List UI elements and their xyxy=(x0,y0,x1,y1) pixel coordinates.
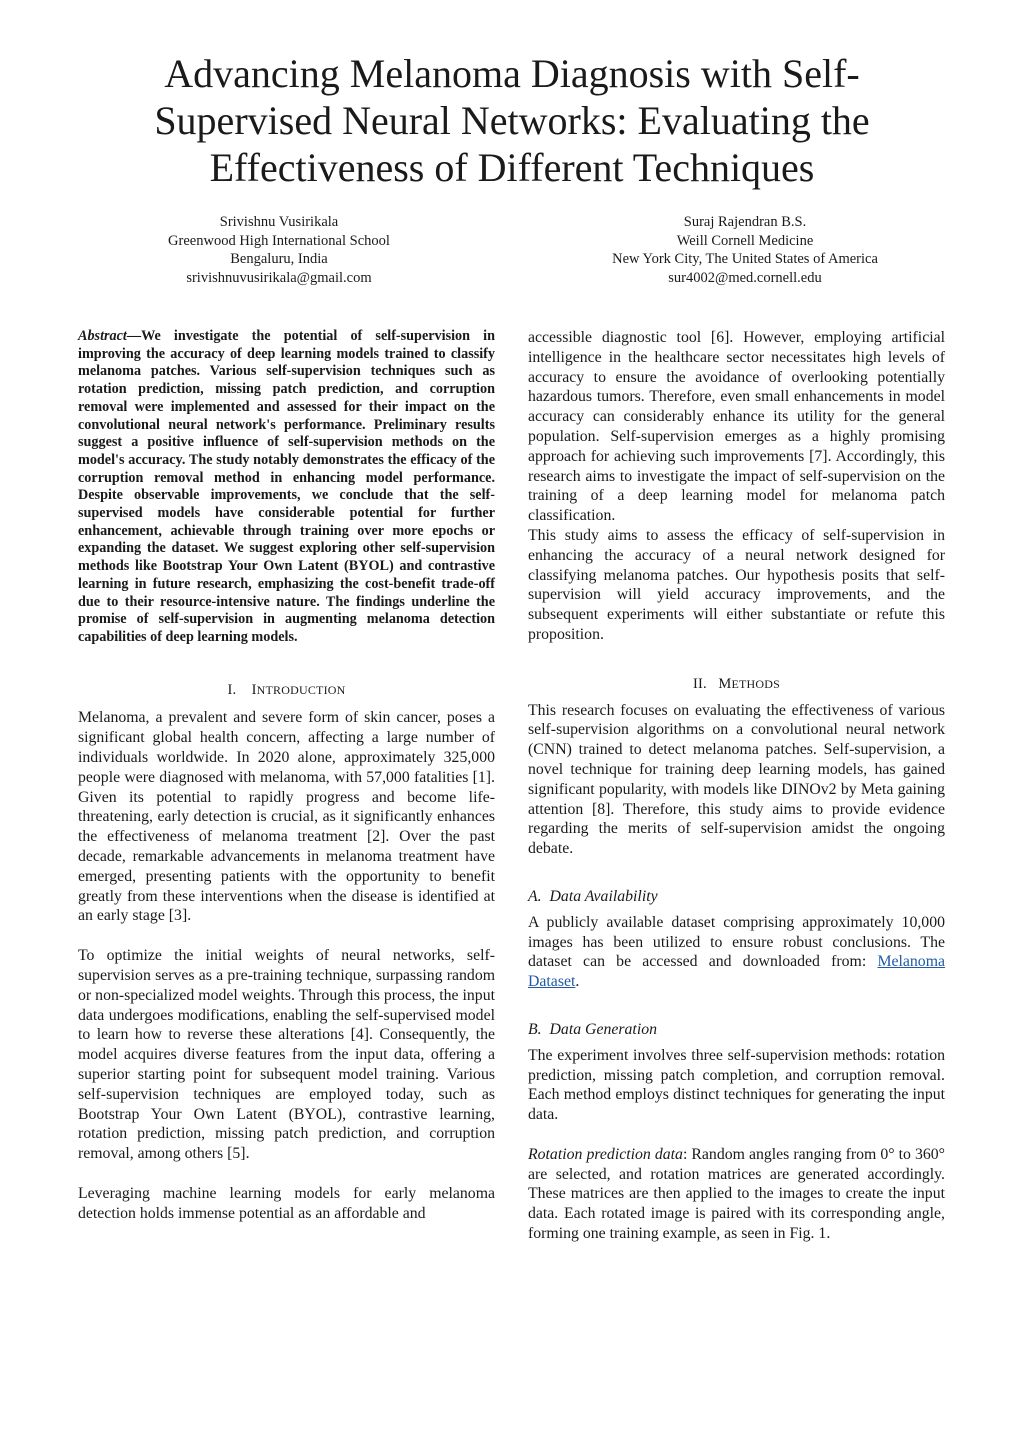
section-title-initial: I xyxy=(251,681,257,698)
paper-title: Advancing Melanoma Diagnosis with Self-Supervised Neural Networks: Evaluating the Effectiveness of Different Techniques xyxy=(154,51,870,190)
subsection-heading-data-generation xyxy=(528,1020,945,1040)
subsection-title: Data Availability xyxy=(549,887,658,905)
author-name: Srivishnu Vusirikala xyxy=(219,214,339,230)
section-heading-methods xyxy=(528,675,945,695)
subsection-heading-data-availability xyxy=(528,887,945,907)
left-column xyxy=(78,328,495,1224)
intro-paragraph-2: To optimize the initial weights of neural networks, self-supervision serves as a pre-training technique, surpassing random or non-specialized model weights. Through this process, the input data undergoes modifications, enabling the self-supervised model to learn how to reverse these alterations [4]. Consequently, the model acquires diverse features from the input data, offering a superior starting point for subsequent model training. Various self-supervision techniques are employed today, such as Bootstrap Your Own Latent (BYOL), contrastive learning, rotation prediction, missing patch prediction, and corruption removal, among others [5]. xyxy=(78,947,495,1163)
sentence-end: . xyxy=(575,973,580,991)
author-block-2 xyxy=(560,213,930,287)
intro-paragraph-1: Melanoma, a prevalent and severe form of skin cancer, poses a significant global health concern, affecting a large number of individuals worldwide. In 2020 alone, approximately 325,000 people were diagnosed with melanoma, with 57,000 fatalities [1]. Given its potential to rapidly progress and become life-threatening, early detection is crucial, as it significantly enhances the effectiveness of melanoma treatment [2]. Over the past decade, remarkable advancements in melanoma treatment have emerged, presenting patients with the opportunity to benefit greatly from these interventions when the disease is identified at an early stage [3]. xyxy=(78,709,495,925)
author-affiliation: Weill Cornell Medicine xyxy=(676,232,814,249)
data-availability-text: A publicly available dataset comprising approximately 10,000 images has been utilized to ensure robust conclusions. The dataset can be accessed and downloaded from: xyxy=(528,913,945,971)
author-location: Bengaluru, India xyxy=(230,251,328,267)
right-column xyxy=(528,328,945,1244)
section-title-initial: M xyxy=(718,675,732,692)
author-location: New York City, The United States of America xyxy=(612,251,878,267)
data-generation-paragraph: The experiment involves three self-supervision methods: rotation prediction, missing patch completion, and corruption removal. Each method employs distinct techniques for generating the input data. xyxy=(528,1046,945,1124)
rotation-prediction-text: : Random angles ranging from 0° to 360° are selected, and rotation matrices are generated accordingly. These matrices are then applied to the images to create the input data. Each rotated image is paired with its corresponding angle, forming one training example, as seen in Fig. 1. xyxy=(528,1145,945,1243)
abstract xyxy=(78,328,495,647)
author-name: Suraj Rajendran B.S. xyxy=(683,214,807,230)
methods-paragraph-1: This research focuses on evaluating the effectiveness of various self-supervision algorithms on a convolutional neural network (CNN) trained to detect melanoma patches. Self-supervision, a novel technique for training deep learning models, has gained significant popularity, with models like DINOv2 by Meta gaining attention [8]. Therefore, this study aims to provide evidence regarding the merits of self-supervision amidst the ongoing debate. xyxy=(528,701,945,858)
abstract-text: We investigate the potential of self-supervision in improving the accuracy of deep learning models trained to classify melanoma patches. Various self-supervision techniques such as rotation prediction, missing patch prediction, and corruption removal were implemented and assessed for their impact on the convolutional neural network's performance. Preliminary results suggest a positive influence of self-supervision methods on the model's accuracy. The study notably demonstrates the efficacy of the corruption removal method in enhancing model performance. Despite observable improvements, we conclude that the self-supervised models have considerable potential for further enhancement, achievable through training over more epochs or expanding the dataset. We suggest exploring other self-supervision methods like Bootstrap Your Own Latent (BYOL) and contrastive learning in future research, emphasizing the cost-benefit trade-off due to their resource-intensive nature. The findings underline the promise of self-supervision in augmenting melanoma detection capabilities of deep learning models. xyxy=(78,328,495,645)
subsection-label: A. xyxy=(528,887,542,905)
section-heading-introduction xyxy=(78,681,495,701)
data-availability-paragraph xyxy=(528,913,945,992)
rotation-prediction-paragraph xyxy=(528,1145,945,1244)
section-number: I. xyxy=(227,681,237,698)
abstract-label: Abstract xyxy=(78,328,127,344)
author-affiliation: Greenwood High International School xyxy=(168,232,390,249)
author-email: srivishnuvusirikala@gmail.com xyxy=(186,269,372,286)
author-email: sur4002@med.cornell.edu xyxy=(668,269,822,286)
intro-paragraph-4: accessible diagnostic tool [6]. However, employing artificial intelligence in the healthcare sector necessitates high levels of accuracy to ensure the avoidance of overlooking potentially hazardous tumors. Therefore, even small enhancements in model accuracy can considerably enhance its utility for the general population. Self-supervision emerges as a highly promising approach for achieving such improvements [7]. Accordingly, this research aims to investigate the impact of self-supervision on the training of a deep learning model for melanoma patch classification. xyxy=(528,329,945,525)
subsection-title: Data Generation xyxy=(549,1020,658,1038)
melanoma-dataset-link[interactable]: Melanoma Dataset xyxy=(528,953,946,991)
section-number: II. xyxy=(692,675,707,692)
author-block-1 xyxy=(129,213,429,287)
rotation-prediction-label: Rotation prediction data xyxy=(528,1145,683,1163)
section-title-rest: NTRODUCTION xyxy=(256,682,346,697)
intro-paragraph-5: This study aims to assess the efficacy of self-supervision in enhancing the accuracy of a neural network designed for classifying melanoma patches. Our hypothesis posits that self-supervision will yield accuracy improvements, and the subsequent experiments will either substantiate or refute this proposition. xyxy=(528,526,945,643)
section-title-rest: ETHODS xyxy=(731,676,780,691)
subsection-label: B. xyxy=(528,1020,542,1038)
intro-paragraph-3: Leveraging machine learning models for early melanoma detection holds immense potential as an affordable and xyxy=(78,1184,495,1222)
abstract-dash: — xyxy=(126,328,142,344)
